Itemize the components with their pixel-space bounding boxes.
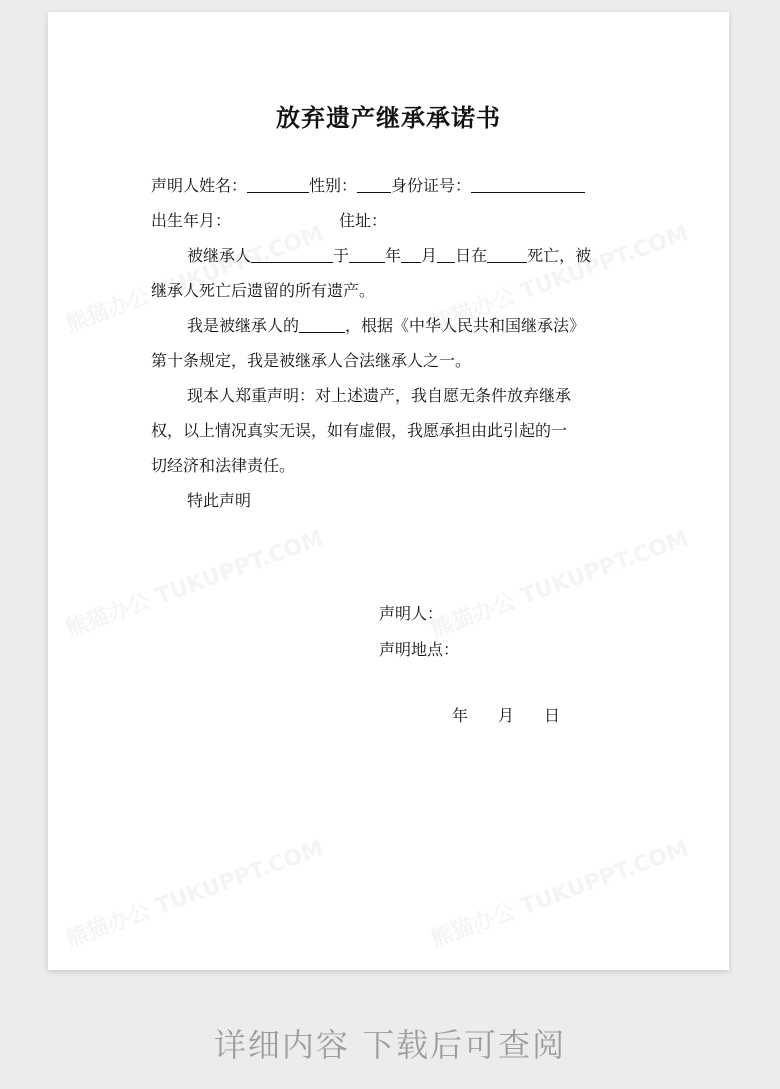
footer-hint: 详细内容 下载后可查阅: [213, 1026, 567, 1064]
gender-label: 性别：: [309, 176, 358, 195]
month-label: 月: [421, 246, 438, 265]
heir-blank: [251, 244, 333, 263]
year-blank: [349, 244, 385, 263]
paragraph-2-line-2: 第十条规定，我是被继承人合法继承人之一。: [151, 351, 472, 370]
name-blank: [247, 174, 309, 193]
relation-label: 我是被继承人的: [187, 316, 300, 335]
paragraph-2-line-1: [151, 308, 631, 343]
day-blank: [437, 244, 455, 263]
paragraph-1-line-1: [151, 238, 631, 273]
paragraph-3-line-1: 现本人郑重声明：对上述遗产，我自愿无条件放弃继承: [187, 386, 572, 405]
date-year: 年: [452, 706, 469, 725]
declarant-info-line: [151, 168, 631, 203]
id-blank: [471, 174, 585, 193]
signature-block: [379, 596, 459, 668]
month-blank: [401, 244, 421, 263]
declaration-place-label: 声明地点：: [379, 640, 460, 659]
document-page: [48, 12, 729, 970]
date-day: 日: [544, 706, 561, 725]
law-reference: ，根据《中华人民共和国继承法》: [345, 316, 586, 335]
closing-statement: 特此声明: [187, 491, 252, 510]
place-blank: [487, 244, 527, 263]
watermark: [61, 521, 327, 643]
date-month: 月: [498, 706, 515, 725]
relation-blank: [299, 314, 345, 333]
address-label: 住址：: [339, 211, 388, 230]
date-line: [452, 703, 560, 726]
declarant-signature-label: 声明人：: [379, 604, 444, 623]
gender-blank: [357, 174, 391, 193]
document-body: [151, 168, 631, 518]
watermark: [426, 521, 692, 643]
paragraph-3-line-2: 权，以上情况真实无误，如有虚假，我愿承担由此引起的一: [151, 421, 568, 440]
watermark: [61, 831, 327, 953]
paragraph-3-line-3: 切经济和法律责任。: [151, 456, 296, 475]
birth-address-line: [151, 203, 631, 238]
watermark: [426, 831, 692, 953]
died-label: 死亡，被: [527, 246, 592, 265]
name-label: 声明人姓名：: [151, 176, 248, 195]
id-label: 身份证号：: [391, 176, 472, 195]
heir-label: 被继承人: [187, 246, 252, 265]
year-label: 年: [385, 246, 402, 265]
document-title: 放弃遗产继承承诺书: [276, 103, 501, 132]
on-label: 于: [333, 246, 350, 265]
birth-label: 出生年月：: [151, 211, 232, 230]
paragraph-1-line-2: 继承人死亡后遗留的所有遗产。: [151, 281, 376, 300]
day-label: 日在: [455, 246, 488, 265]
